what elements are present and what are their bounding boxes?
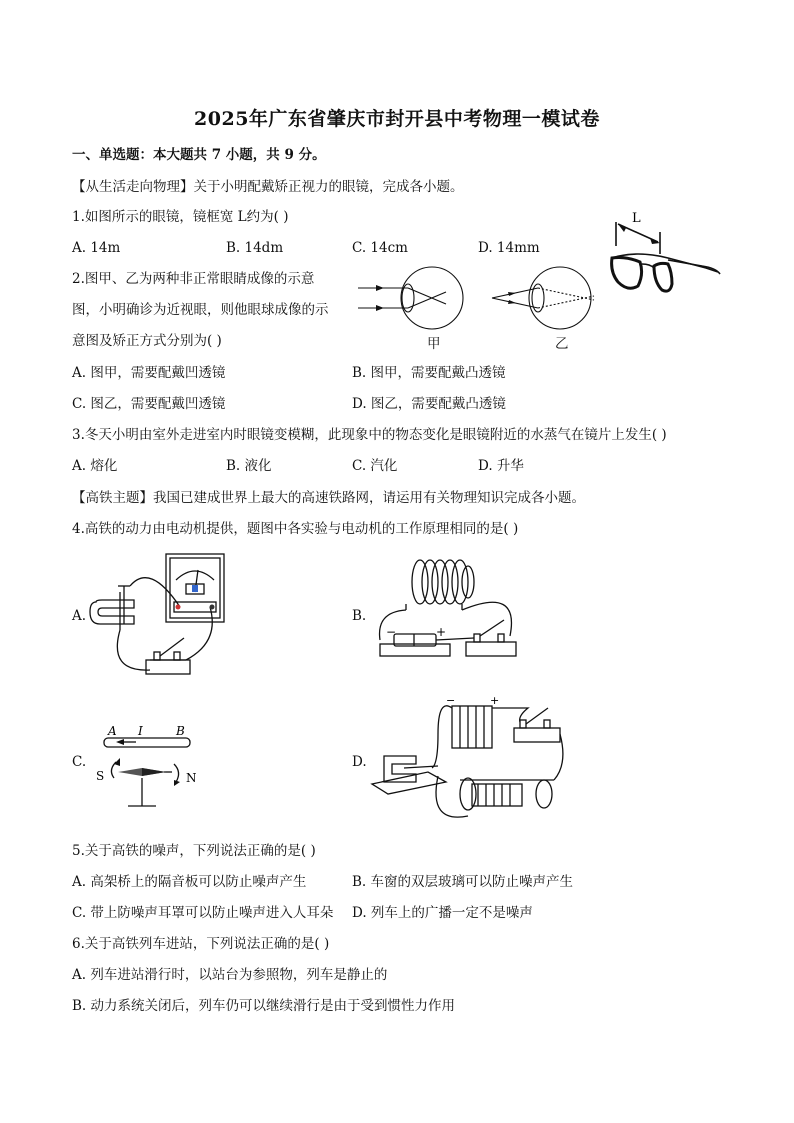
q1-option-b: B. 14dm [226, 240, 284, 256]
q5-option-c: C. 带上防噪声耳罩可以防止噪声进入人耳朵 [72, 905, 334, 921]
svg-text:+: + [490, 694, 500, 707]
q4-figure-a-electromagnetic-induction [90, 552, 240, 680]
eye-diagram-jia [356, 266, 468, 332]
eye-diagram-yi-label: 乙 [555, 336, 569, 352]
oersted-label-n: N [186, 771, 197, 785]
eye-diagram-yi [490, 266, 610, 332]
svg-text:+: + [436, 625, 447, 639]
topic-1: 【从生活走向物理】关于小明配戴矫正视力的眼镜，完成各小题。 [72, 179, 464, 195]
q3-option-b: B. 液化 [226, 458, 272, 474]
q2-option-a: A. 图甲，需要配戴凹透镜 [72, 365, 226, 381]
q1-option-d: D. 14mm [478, 240, 540, 256]
q1-option-c: C. 14cm [352, 240, 408, 256]
q4-option-c-label: C. [72, 754, 87, 770]
q6-option-b: B. 动力系统关闭后，列车仍可以继续滑行是由于受到惯性力作用 [72, 998, 456, 1014]
svg-text:−: − [446, 694, 456, 707]
svg-text:−: − [386, 625, 397, 639]
question-2-stem-line-1: 2.图甲、乙为两种非正常眼睛成像的示意 [72, 271, 315, 287]
glasses-figure [606, 202, 726, 298]
q5-option-a: A. 高架桥上的隔音板可以防止噪声产生 [72, 874, 307, 890]
topic-2: 【高铁主题】我国已建成世界上最大的高速铁路网，请运用有关物理知识完成各小题。 [72, 490, 585, 506]
q3-option-d: D. 升华 [478, 458, 524, 474]
section-heading: 一、单选题：本大题共 7 小题，共 9 分。 [72, 147, 326, 163]
q4-option-b-label: B. [352, 608, 367, 624]
q4-figure-d-motor-circuit [368, 694, 568, 830]
q5-option-b: B. 车窗的双层玻璃可以防止噪声产生 [352, 874, 574, 890]
q5-option-d: D. 列车上的广播一定不是噪声 [352, 905, 533, 921]
q1-option-a: A. 14m [72, 240, 121, 256]
q2-option-c: C. 图乙，需要配戴凹透镜 [72, 396, 226, 412]
question-5-stem: 5.关于高铁的噪声，下列说法正确的是( ) [72, 843, 316, 859]
q3-option-a: A. 熔化 [72, 458, 118, 474]
glasses-width-label: L [632, 211, 641, 226]
q4-figure-b-solenoid-circuit [370, 556, 530, 664]
question-2-stem-line-2: 图，小明确诊为近视眼，则他眼球成像的示 [72, 302, 329, 318]
eye-diagram-jia-label: 甲 [427, 336, 441, 352]
q6-option-a: A. 列车进站滑行时，以站台为参照物，列车是静止的 [72, 967, 388, 983]
oersted-label-b: B [176, 724, 185, 738]
question-3-stem: 3.冬天小明由室外走进室内时眼镜变模糊，此现象中的物态变化是眼镜附近的水蒸气在镜片上发生( ) [72, 427, 667, 443]
q2-option-b: B. 图甲，需要配戴凸透镜 [352, 365, 506, 381]
oersted-label-i: I [138, 724, 143, 738]
q4-option-d-label: D. [352, 754, 367, 770]
oersted-label-s: S [96, 769, 105, 783]
q2-option-d: D. 图乙，需要配戴凸透镜 [352, 396, 506, 412]
question-2-stem-line-3: 意图及矫正方式分别为( ) [72, 333, 222, 349]
page-title: 2025年广东省肇庆市封开县中考物理一模试卷 [194, 108, 600, 130]
oersted-label-a: A [108, 724, 117, 738]
question-1-stem: 1.如图所示的眼镜，镜框宽 L约为( ) [72, 209, 289, 225]
q4-figure-c-oersted-experiment [92, 722, 212, 812]
q4-option-a-label: A. [72, 608, 87, 624]
question-4-stem: 4.高铁的动力由电动机提供，题图中各实验与电动机的工作原理相同的是( ) [72, 521, 519, 537]
question-6-stem: 6.关于高铁列车进站，下列说法正确的是( ) [72, 936, 330, 952]
q3-option-c: C. 汽化 [352, 458, 398, 474]
